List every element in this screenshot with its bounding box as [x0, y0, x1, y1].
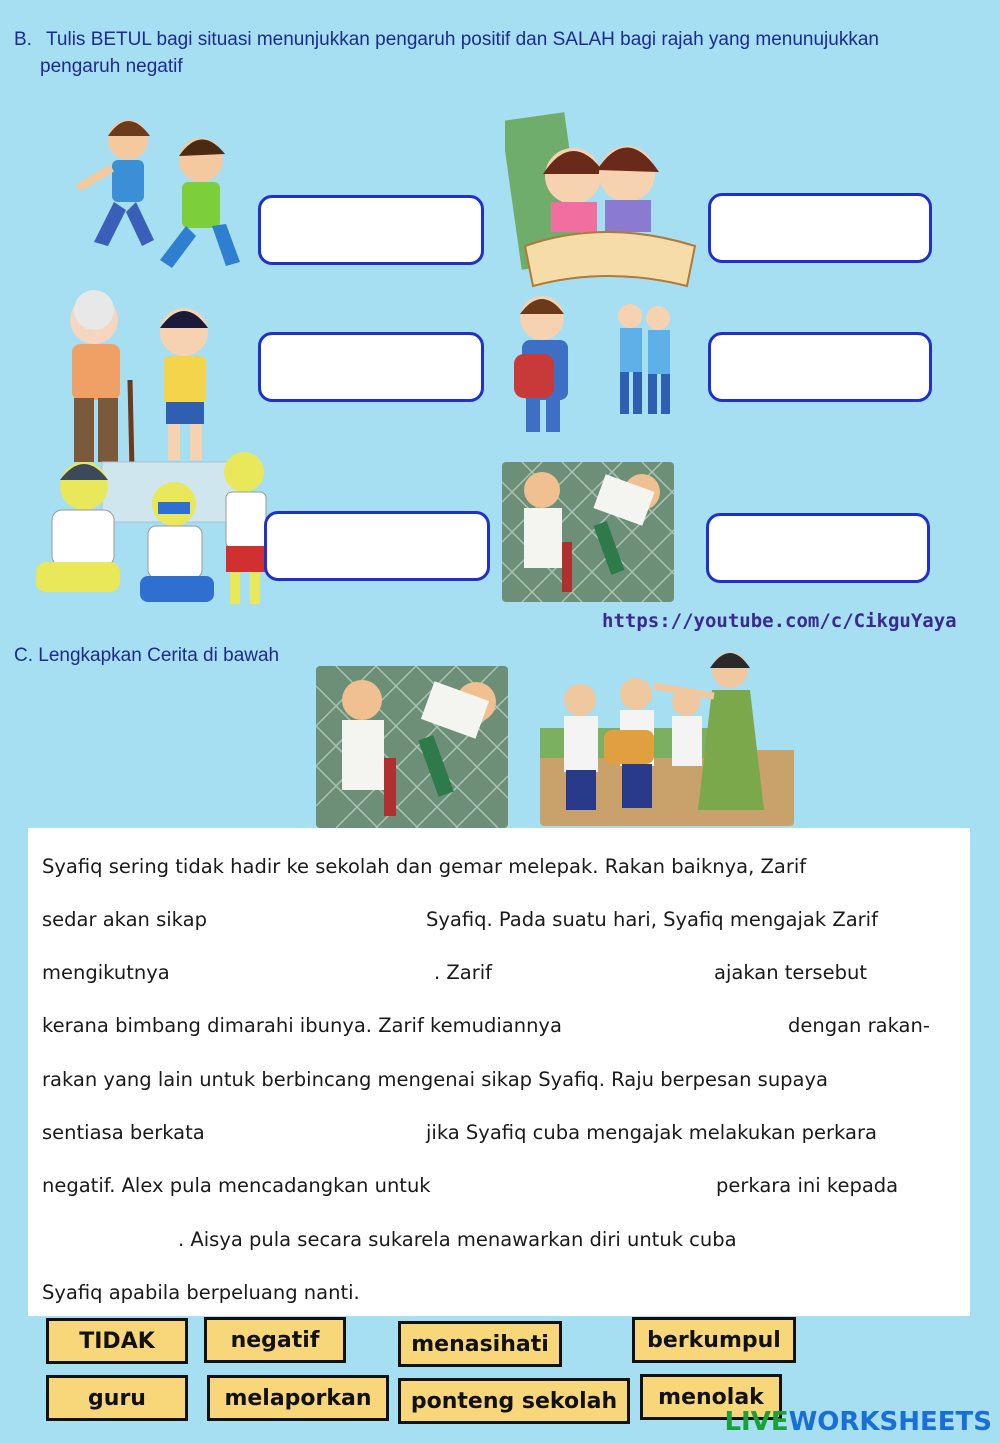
- chip-negatif[interactable]: negatif: [204, 1317, 346, 1363]
- story-line-7b: perkara ini kepada: [716, 1174, 899, 1197]
- chip-tidak[interactable]: TIDAK: [46, 1318, 188, 1364]
- helping-elder-illustration: [44, 290, 214, 472]
- story-line-6a: sentiasa berkata: [42, 1121, 205, 1144]
- section-c-title: C. Lengkapkan Cerita di bawah: [14, 645, 280, 666]
- chip-menolak[interactable]: menolak: [640, 1374, 782, 1420]
- answer-box-4[interactable]: [708, 332, 932, 402]
- teacher-scolding-illustration: [540, 640, 794, 826]
- answer-box-5[interactable]: [264, 511, 490, 581]
- source-url[interactable]: https://youtube.com/c/CikguYaya: [602, 610, 957, 632]
- answer-box-2[interactable]: [708, 193, 932, 263]
- answer-box-1[interactable]: [258, 195, 484, 265]
- story-line-2a: sedar akan sikap: [42, 908, 207, 931]
- answer-box-6[interactable]: [706, 513, 930, 583]
- fence-climbing-illustration-small: [502, 462, 674, 602]
- liveworksheets-logo: LIVEWORKSHEETS: [724, 1407, 992, 1437]
- section-b-label: B.: [14, 29, 32, 50]
- bullied-boy-illustration: [510, 288, 675, 433]
- answer-box-3[interactable]: [258, 332, 484, 402]
- story-line-8: . Aisya pula secara sukarela menawarkan diri untuk cuba: [178, 1228, 737, 1251]
- reading-children-illustration: [505, 96, 700, 301]
- running-children-illustration: [36, 108, 241, 278]
- chip-berkumpul[interactable]: berkumpul: [632, 1317, 796, 1363]
- chip-ponteng-sekolah[interactable]: ponteng sekolah: [398, 1378, 630, 1424]
- story-line-6b: jika Syafiq cuba mengajak melakukan perkara: [426, 1121, 877, 1144]
- story-line-5: rakan yang lain untuk berbincang mengenai sikap Syafiq. Raju berpesan supaya: [42, 1068, 828, 1091]
- chip-melaporkan[interactable]: melaporkan: [207, 1375, 389, 1421]
- story-line-4a: kerana bimbang dimarahi ibunya. Zarif kemudiannya: [42, 1014, 562, 1037]
- story-line-2b: Syafiq. Pada suatu hari, Syafiq mengajak Zarif: [426, 908, 878, 931]
- story-line-3b: . Zarif: [434, 961, 493, 984]
- chip-menasihati[interactable]: menasihati: [398, 1321, 562, 1367]
- story-line-3c: ajakan tersebut: [714, 961, 867, 984]
- section-b-instruction-line2: pengaruh negatif: [40, 56, 183, 77]
- section-b-instruction-line1: Tulis BETUL bagi situasi menunjukkan pengaruh positif dan SALAH bagi rajah yang menunujukkan: [46, 29, 879, 50]
- fence-climbing-illustration-large: [316, 666, 508, 828]
- story-line-1: Syafiq sering tidak hadir ke sekolah dan gemar melepak. Rakan baiknya, Zarif: [42, 855, 807, 878]
- story-line-4b: dengan rakan-: [788, 1014, 930, 1037]
- story-line-9: Syafiq apabila berpeluang nanti.: [42, 1281, 360, 1304]
- story-line-7a: negatif. Alex pula mencadangkan untuk: [42, 1174, 431, 1197]
- story-line-3a: mengikutnya: [42, 961, 170, 984]
- chip-guru[interactable]: guru: [46, 1375, 188, 1421]
